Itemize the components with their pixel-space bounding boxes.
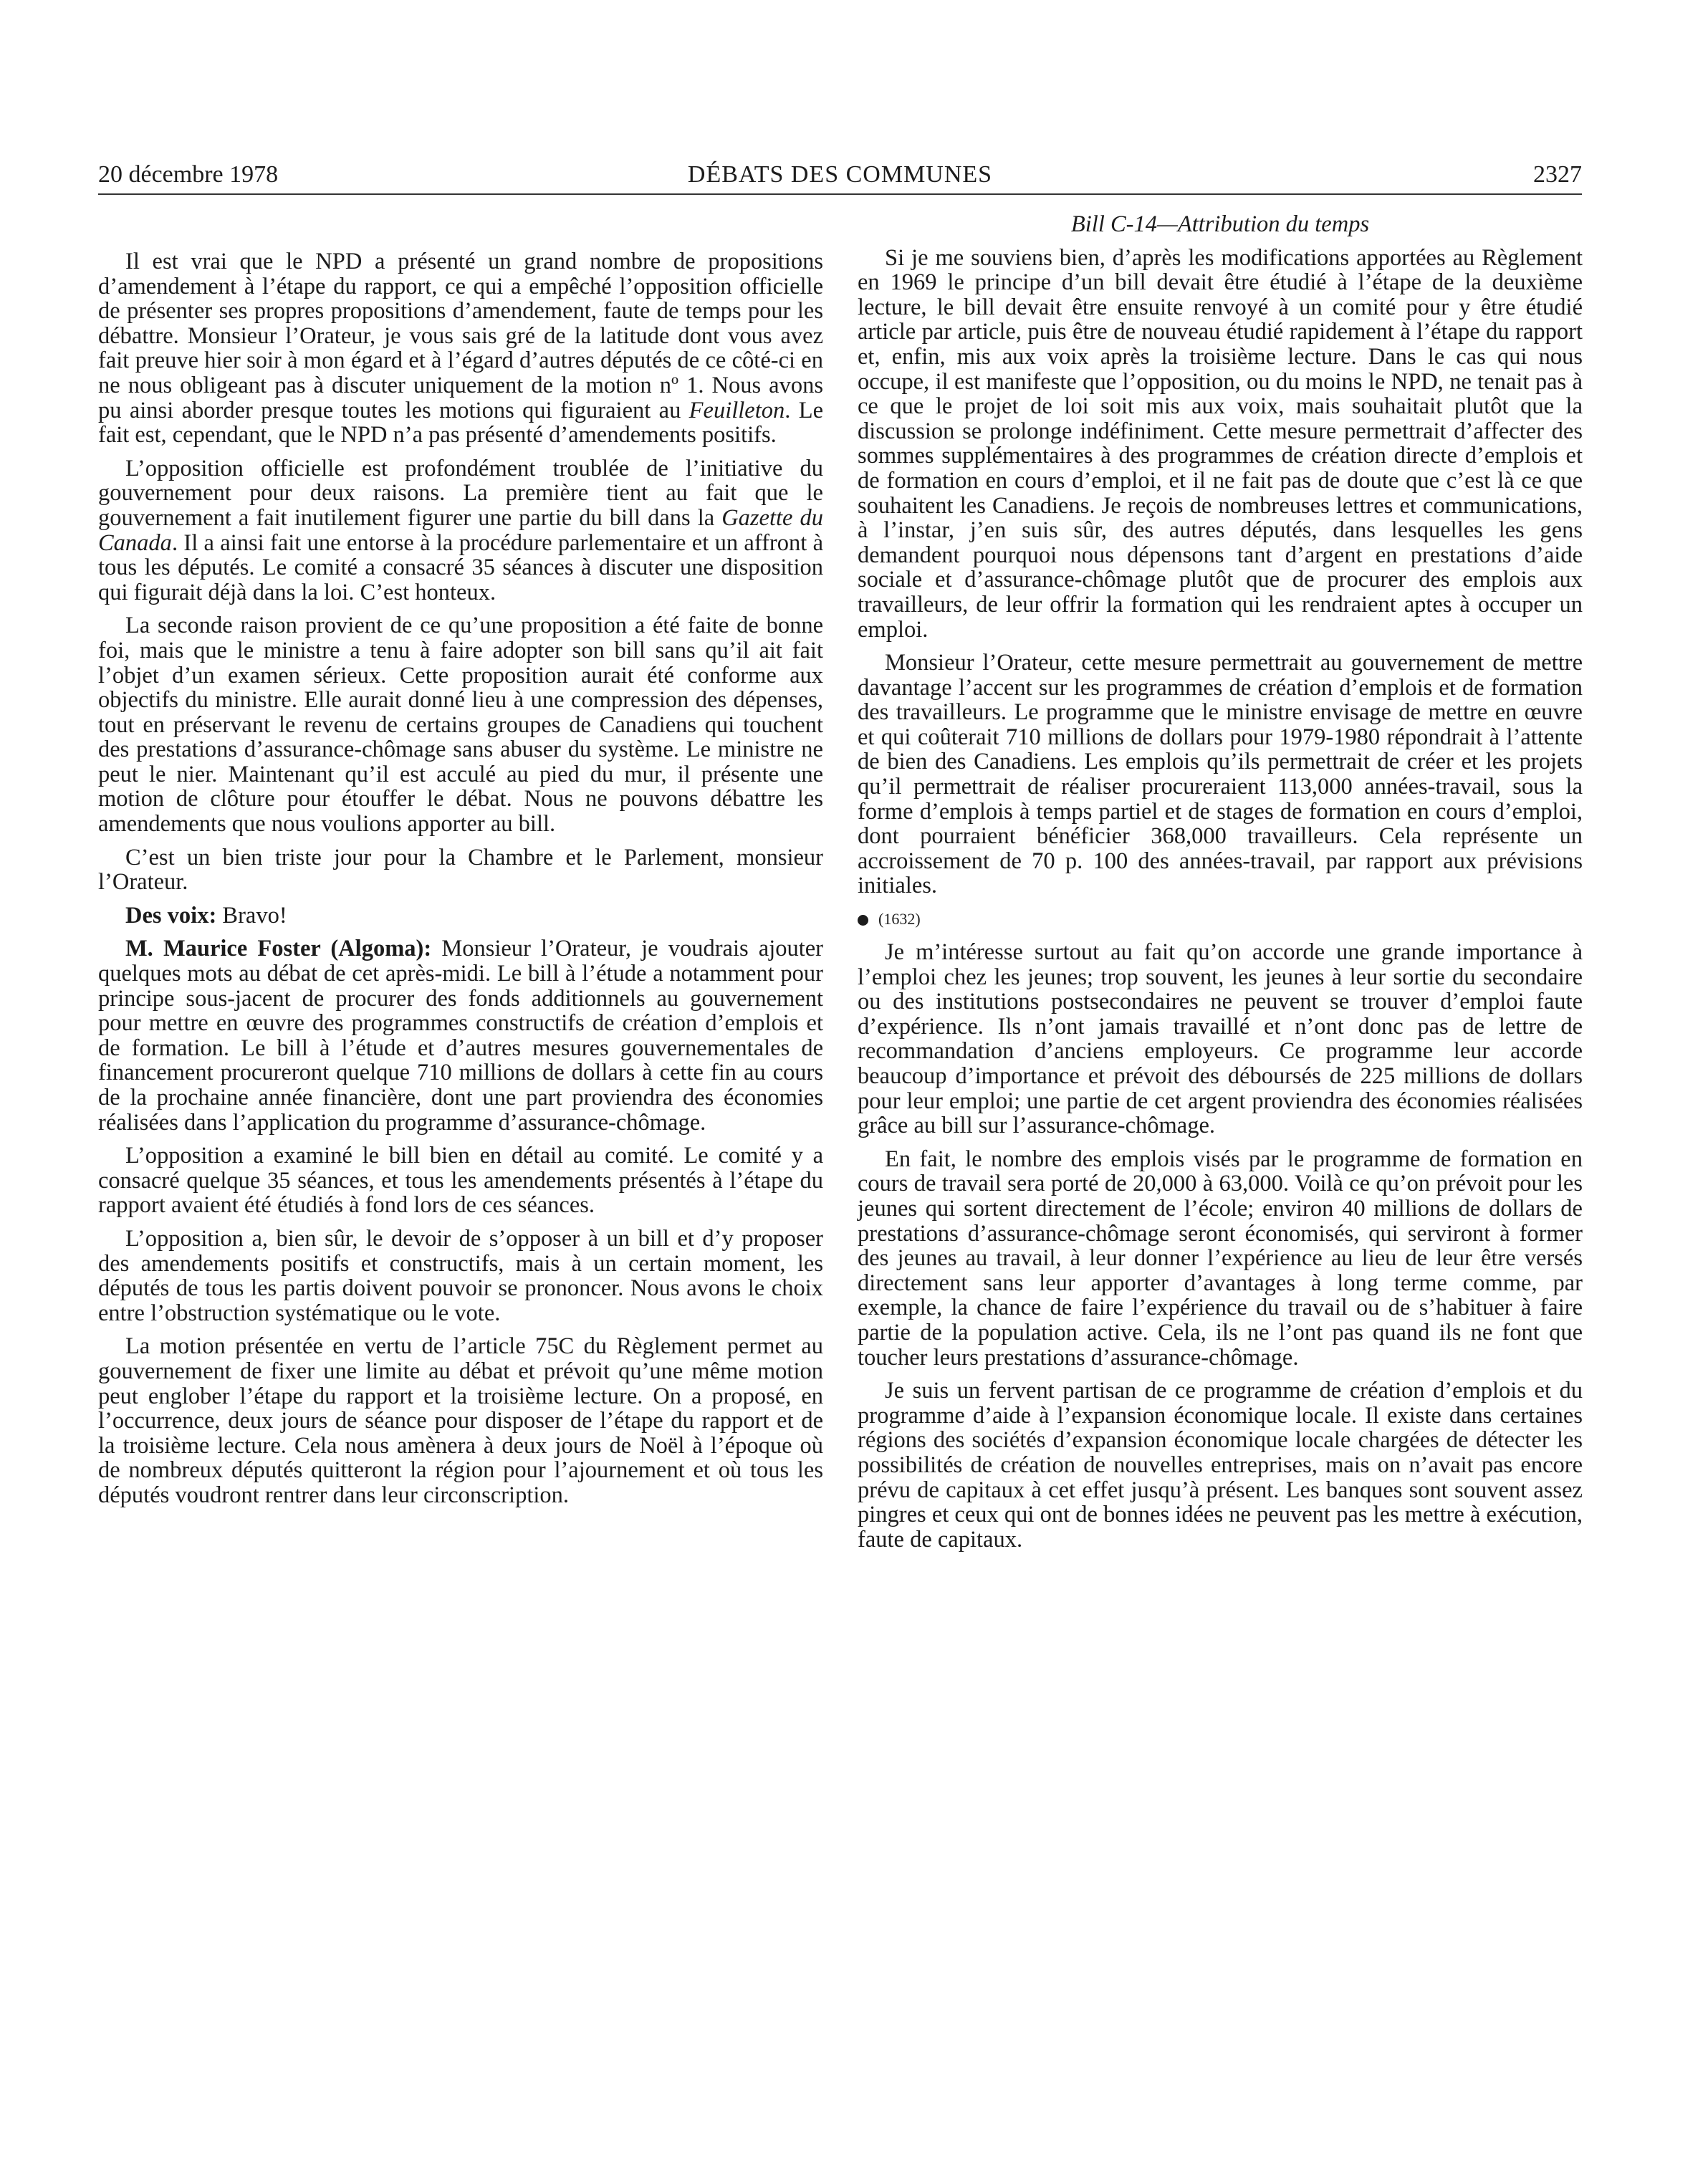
- section-title: Bill C-14—Attribution du temps: [1070, 211, 1370, 237]
- paragraph: L’opposition a, bien sûr, le devoir de s’opposer à un bill et d’y proposer des amendements positifs et constructifs, mais à un certain moment, les députés de tous les partis doivent pouvoir se prononcer. Nous avons le choix entre l’obstruction systématique ou le vote.: [98, 1225, 823, 1326]
- paragraph-text: . Le fait est, cependant, que le NPD n’a pas présenté d’amendements positifs.: [98, 397, 823, 448]
- paragraph: La seconde raison provient de ce qu’une proposition a été faite de bonne foi, mais que le ministre a tenu à faire adopter son bill sans qu’il ait fait l’objet d’un examen sérieux. Cette proposition aurait été conforme aux objectifs du ministre. Elle aurait donné lieu à une compression des dépenses, tout en préservant le revenu de certains groupes de Canadiens qui touchent des prestations d’assurance-chômage sans abuser du système. Le ministre ne peut le nier. Maintenant qu’il est acculé au pied du mur, il présente une motion de clôture pour étouffer le débat. Nous ne pouvons débattre les amendements que nous voulions apporter au bill.: [98, 613, 823, 838]
- time-marker-text: (1632): [878, 910, 921, 929]
- paragraph: [98, 249, 823, 448]
- interjection: [98, 903, 823, 929]
- paragraph: L’opposition a examiné le bill bien en détail au comité. Le comité y a consacré quelque 35 séances, et tous les amendements présentés à l’étape du rapport avaient été étudiés à fond lors de ces séances.: [98, 1143, 823, 1219]
- italic-citation: Feuilleton: [689, 397, 785, 423]
- paragraph: La motion présentée en vertu de l’article 75C du Règlement permet au gouvernement de fixer une limite au débat et prévoit qu’une même motion peut englober l’étape du rapport et la troisième lecture. On a proposé, en l’occurrence, deux jours de séance pour disposer de l’étape du rapport et de la troisième lecture. Cela nous amènera à deux jours de Noël à l’époque où de nombreux députés quitteront la région pour l’ajournement et où tous les députés voudront rentrer dans leur circonscription.: [98, 1333, 823, 1508]
- speech-text: Monsieur l’Orateur, je voudrais ajouter quelques mots au débat de cet après-midi. Le bill à l’étude a notamment pour principe sous-jacent de procurer des fonds additionnels au gouvernement pour mettre en œuvre des programmes constructifs de création d’emplois et de formation. Le bill à l’étude et d’autres mesures gouvernementales de financement procureront quelque 710 millions de dollars à cette fin au cours de la prochaine année financière, dont une part proviendra des économies réalisées dans l’application du programme d’assurance-chômage.: [98, 936, 824, 1136]
- speech-text: Bravo!: [216, 902, 287, 929]
- paragraph: [98, 456, 823, 605]
- header-rule: [98, 193, 1582, 195]
- paragraph: Monsieur l’Orateur, cette mesure permettrait au gouvernement de mettre davantage l’accent sur les programmes de création d’emplois et de formation des travailleurs. Le programme que le ministre envisage de mettre en œuvre et qui coûterait 710 millions de dollars pour 1979-1980 répondrait à l’attente de bien des Canadiens. Les emplois qu’ils permettrait de créer et les projets qu’il permettrait de réaliser procureraient 113,000 années-travail, sous la forme d’emplois à temps partiel et de stages de formation en cours d’emploi, dont pourraient bénéficier 368,000 travailleurs. Cela représente un accroissement de 70 p. 100 des années-travail, par rapport aux prévisions initiales.: [858, 650, 1583, 899]
- italic-citation: Gazette du Canada: [98, 504, 823, 556]
- paragraph-text: . Il a ainsi fait une entorse à la procédure parlementaire et un affront à tous les députés. Le comité a consacré 35 séances à discuter une disposition qui figurait déjà dans la loi. C’est honteux.: [98, 529, 823, 605]
- paragraph: Je m’intéresse surtout au fait qu’on accorde une grande importance à l’emploi chez les jeunes; trop souvent, les jeunes à leur sortie du secondaire ou des institutions postsecondaires ne peuvent se trouver d’emploi faute d’expérience. Ils n’ont jamais travaillé et n’ont donc pas de lettre de recommandation d’anciens employeurs. Ce programme leur accorde beaucoup d’importance et prévoit des déboursés de 225 millions de dollars pour leur emploi; une partie de cet argent proviendra des économies réalisées grâce au bill sur l’assurance-chômage.: [858, 939, 1583, 1139]
- time-marker: [858, 907, 1583, 931]
- header-page-number: 2327: [1533, 161, 1582, 188]
- paragraph: C’est un bien triste jour pour la Chambre et le Parlement, monsieur l’Orateur.: [98, 844, 823, 896]
- paragraph: Je suis un fervent partisan de ce programme de création d’emplois et du programme d’aide à l’expansion économique locale. Il existe dans certaines régions des sociétés d’expansion économique locale chargées de détecter les possibilités de création de nouvelles entreprises, mais on n’avait pas encore prévu de capitaux à cet effet jusqu’à présent. Les banques sont souvent assez pingres et ceux qui ont de bonnes idées ne peuvent pas les mettre à exécution, faute de capitaux.: [858, 1378, 1583, 1553]
- bullet-dot-icon: [858, 915, 868, 926]
- right-column: [858, 212, 1583, 1560]
- speaker-name: M. Maurice Foster (Algoma):: [125, 936, 432, 962]
- speech: [98, 936, 823, 1135]
- speaker-name: Des voix:: [125, 902, 217, 929]
- paragraph-text: Il est vrai que le NPD a présenté un grand nombre de propositions d’amendement à l’étape du rapport, ce qui a empêché l’opposition officielle de présenter ses propres propositions d’amendement, faute de temps pour les débattre. Monsieur l’Orateur, je vous sais gré de la latitude dont vous avez fait preuve hier soir à mon égard et à l’égard d’autres députés de ce côté-ci en ne nous obligeant pas à discuter uniquement de la motion nº 1. Nous avons pu ainsi aborder presque toutes les motions qui figuraient au: [98, 249, 823, 423]
- paragraph-text: L’opposition officielle est profondément troublée de l’initiative du gouvernement pour deux raisons. La première tient au fait que le gouvernement a fait inutilement figurer une partie du bill dans la: [98, 455, 823, 531]
- paragraph: Si je me souviens bien, d’après les modifications apportées au Règlement en 1969 le principe d’un bill devait être étudié à l’étape de la deuxième lecture, le bill devait être ensuite renvoyé à un comité pour y être étudié article par article, puis être de nouveau étudié rapidement à l’étape du rapport et, enfin, mis aux voix après la troisième lecture. Dans le cas qui nous occupe, il est manifeste que l’opposition, ou du moins le NPD, ne tenait pas à ce que le projet de loi soit mis aux voix, mais souhaitait plutôt que la discussion se prolonge indéfiniment. Cette mesure permettrait d’affecter des sommes supplémentaires à des programmes de création directe d’emplois et de formation en cours d’emploi, et il ne fait pas de doute que c’est là ce que souhaitent les Canadiens. Je reçois de nombreuses lettres et communications, à l’instar, j’en suis sûr, des autres députés, dans lesquelles les gens demandent pourquoi nous dépensons tant d’argent en prestations d’aide sociale et d’assurance-chômage plutôt que de procurer des emplois aux travailleurs, de leur offrir la formation qui les rendraient aptes à occuper un emploi.: [858, 244, 1583, 643]
- left-column: [98, 249, 823, 1517]
- paragraph: En fait, le nombre des emplois visés par le programme de formation en cours de travail sera porté de 20,000 à 63,000. Voilà ce qu’on prévoit pour les jeunes qui sortent directement de l’école; environ 40 millions de dollars de prestations d’assurance-chômage seront économisés, qui serviront à former des jeunes au travail, à leur donner l’expérience au lieu de leur être versés directement sans leur apporter d’avantages à long terme comme, par exemple, la chance de faire l’expérience du travail ou de s’habituer à faire partie de la population active. Cela, ils ne l’ont pas quand ils ne font que toucher leurs prestations d’assurance-chômage.: [858, 1146, 1583, 1371]
- header-publication-title: DÉBATS DES COMMUNES: [687, 161, 993, 188]
- header-date: 20 décembre 1978: [98, 161, 279, 188]
- running-header: [98, 156, 1582, 193]
